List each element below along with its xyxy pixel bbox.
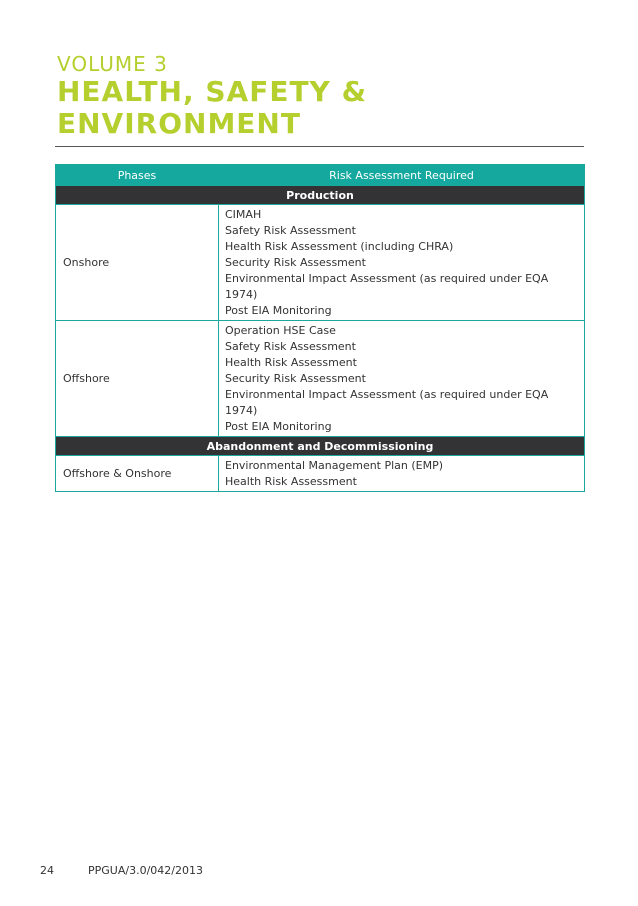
phase-cell: Offshore & Onshore bbox=[56, 456, 219, 492]
assessment-item: Security Risk Assessment bbox=[225, 372, 366, 385]
section-row-abandonment bbox=[56, 437, 585, 456]
assessment-item: Security Risk Assessment bbox=[225, 256, 366, 269]
table-row-offshore-onshore bbox=[56, 456, 585, 492]
assessment-cell bbox=[219, 321, 585, 437]
assessment-item: CIMAH bbox=[225, 208, 262, 221]
title-line-2: ENVIRONMENT bbox=[57, 107, 301, 140]
assessment-item: Environmental Impact Assessment (as required under EQA 1974) bbox=[225, 272, 549, 301]
assessment-item: Safety Risk Assessment bbox=[225, 340, 356, 353]
volume-label: VOLUME 3 bbox=[57, 52, 168, 76]
assessment-item: Post EIA Monitoring bbox=[225, 420, 332, 433]
risk-assessment-table bbox=[55, 164, 585, 492]
column-header-phases: Phases bbox=[56, 165, 219, 186]
phase-cell: Offshore bbox=[56, 321, 219, 437]
assessment-item: Health Risk Assessment bbox=[225, 356, 357, 369]
section-row-production bbox=[56, 186, 585, 205]
column-header-risk: Risk Assessment Required bbox=[219, 165, 585, 186]
table-header-row bbox=[56, 165, 585, 186]
document-code: PPGUA/3.0/042/2013 bbox=[88, 864, 203, 877]
assessment-cell bbox=[219, 205, 585, 321]
assessment-item: Post EIA Monitoring bbox=[225, 304, 332, 317]
assessment-item: Safety Risk Assessment bbox=[225, 224, 356, 237]
table-row-offshore bbox=[56, 321, 585, 437]
page-number: 24 bbox=[40, 864, 54, 877]
assessment-item: Environmental Management Plan (EMP) bbox=[225, 459, 444, 472]
title-divider bbox=[55, 146, 584, 147]
assessment-item: Health Risk Assessment bbox=[225, 475, 357, 488]
phase-cell: Onshore bbox=[56, 205, 219, 321]
assessment-cell bbox=[219, 456, 585, 492]
page-title bbox=[57, 76, 367, 140]
table-row-onshore bbox=[56, 205, 585, 321]
assessment-item: Environmental Impact Assessment (as required under EQA 1974) bbox=[225, 388, 549, 417]
assessment-item: Operation HSE Case bbox=[225, 324, 336, 337]
section-label-abandonment: Abandonment and Decommissioning bbox=[56, 437, 585, 456]
section-label-production: Production bbox=[56, 186, 585, 205]
title-line-1: HEALTH, SAFETY & bbox=[57, 75, 367, 108]
assessment-item: Health Risk Assessment (including CHRA) bbox=[225, 240, 454, 253]
